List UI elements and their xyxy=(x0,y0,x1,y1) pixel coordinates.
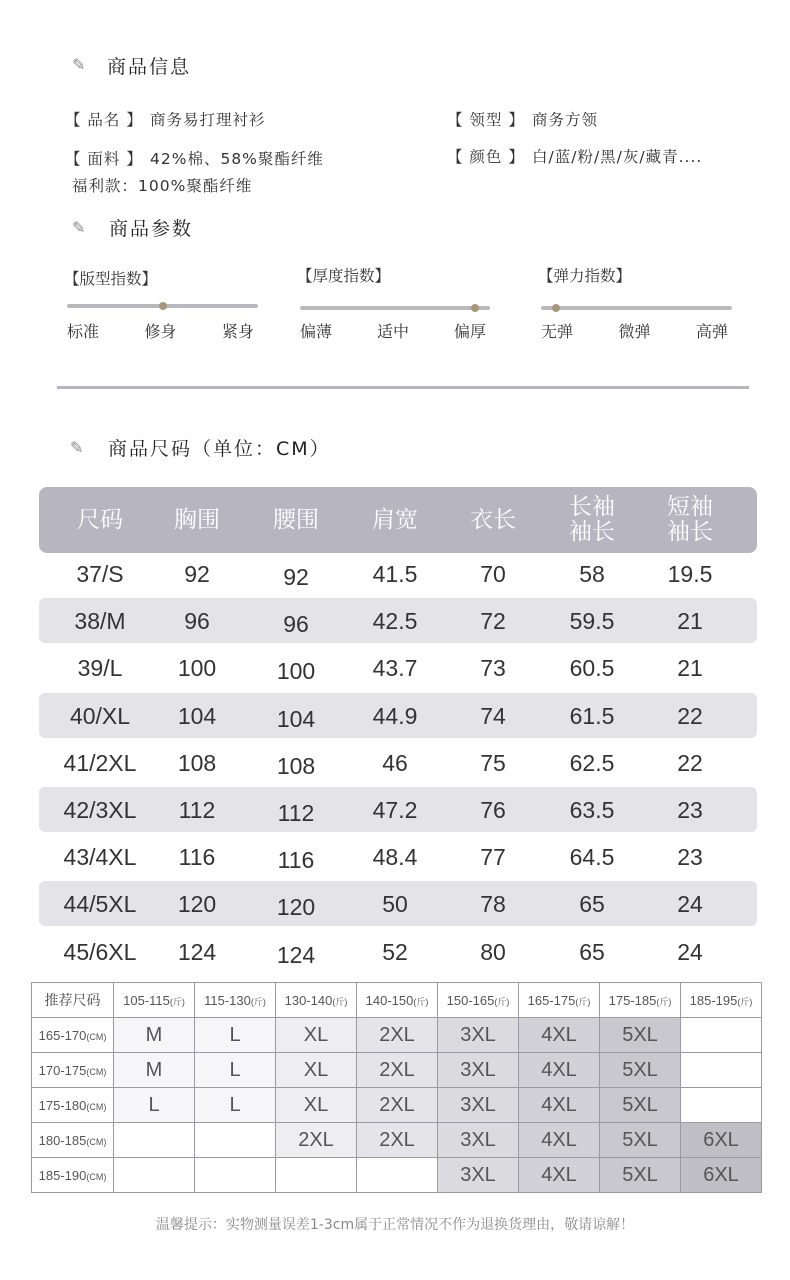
recommend-row xyxy=(32,1088,762,1123)
size-table-cell: 46 xyxy=(382,749,408,776)
size-table-cell: 120 xyxy=(276,894,316,921)
recommend-cell: 4XL xyxy=(519,1123,600,1158)
divider xyxy=(57,386,749,389)
recommend-cell: 3XL xyxy=(438,1158,519,1193)
recommend-cell: 5XL xyxy=(600,1158,681,1193)
recommend-header-row xyxy=(32,983,762,1018)
recommend-cell: 4XL xyxy=(519,1158,600,1193)
recommend-cell xyxy=(114,1123,195,1158)
fabric-label: 【 面料 】 xyxy=(65,150,143,168)
recommend-row xyxy=(32,1053,762,1088)
recommend-cell: 6XL xyxy=(681,1158,762,1193)
weight-range: 165-175 xyxy=(527,992,576,1008)
size-table-cell: 50 xyxy=(382,891,408,918)
section-title-size: 商品尺码（单位：CM） xyxy=(108,438,331,460)
pencil-icon: ✎ xyxy=(72,55,86,74)
footer-note: 温馨提示：实物测量误差1-3cm属于正常情况不作为退换货理由，敬请谅解！ xyxy=(155,1217,635,1233)
size-table-cell: 37/S xyxy=(76,561,124,587)
weight-unit: (斤) xyxy=(656,996,672,1007)
size-header-cell: 肩宽 xyxy=(372,506,418,533)
size-table-cell: 61.5 xyxy=(569,702,615,729)
slider-tick-label: 紧身 xyxy=(222,322,255,341)
size-table-cell: 92 xyxy=(283,564,309,590)
size-table-cell: 74 xyxy=(480,702,506,729)
size-table-cell: 104 xyxy=(276,705,316,732)
size-table-cell: 58 xyxy=(579,561,605,587)
size-table-cell: 24 xyxy=(677,938,703,965)
size-table-cell: 96 xyxy=(184,608,210,635)
corner-cell: 推荐尺码 xyxy=(32,983,114,1018)
size-table-cell: 112 xyxy=(178,797,216,823)
recommend-cell xyxy=(276,1158,357,1193)
size-header-cell: 长袖 袖长 xyxy=(569,494,615,545)
size-table-cell: 70 xyxy=(480,561,506,587)
height-range: 175-180 xyxy=(38,1097,87,1113)
index-slider xyxy=(67,304,258,308)
size-table-cell: 60.5 xyxy=(569,655,615,682)
recommend-cell: M xyxy=(114,1018,195,1053)
size-table-cell: 108 xyxy=(177,749,217,776)
size-table-cell: 75 xyxy=(480,749,506,776)
size-table-cell: 45/6XL xyxy=(63,938,137,965)
recommend-cell: 2XL xyxy=(357,1123,438,1158)
recommend-cell xyxy=(681,1088,762,1123)
weight-range: 140-150 xyxy=(365,992,414,1008)
height-unit: (CM) xyxy=(86,1066,107,1077)
size-table-cell: 65 xyxy=(579,938,605,965)
recommend-cell xyxy=(357,1158,438,1193)
slider-title: 【版型指数】 xyxy=(64,270,158,288)
weight-range: 130-140 xyxy=(284,992,333,1008)
size-table-cell: 59.5 xyxy=(569,608,615,635)
recommend-row xyxy=(32,1123,762,1158)
size-table-cell: 100 xyxy=(276,658,316,685)
size-table-cell: 38/M xyxy=(74,608,126,635)
size-table-cell: 124 xyxy=(177,938,217,965)
size-table-cell: 44/5XL xyxy=(63,891,137,918)
slider-tick-label: 偏厚 xyxy=(454,322,487,341)
size-header-cell: 短袖 袖长 xyxy=(667,494,713,545)
index-slider xyxy=(300,306,490,310)
size-header-cell: 腰围 xyxy=(273,506,319,533)
size-table-cell: 21 xyxy=(677,655,703,682)
recommend-cell: XL xyxy=(276,1018,357,1053)
collar-label: 【 领型 】 xyxy=(447,111,525,129)
size-table-cell: 112 xyxy=(277,800,315,826)
size-header-cell: 尺码 xyxy=(77,506,123,533)
recommend-cell xyxy=(195,1123,276,1158)
recommend-cell: 2XL xyxy=(357,1053,438,1088)
name-value: 商务易打理衬衫 xyxy=(150,111,266,129)
size-table-cell: 64.5 xyxy=(569,844,615,871)
size-table-cell: 24 xyxy=(677,891,703,918)
weight-range: 105-115 xyxy=(123,992,170,1008)
weight-range: 185-195 xyxy=(689,992,738,1008)
size-table-cell: 77 xyxy=(480,844,506,871)
size-table-cell: 65 xyxy=(579,891,605,918)
slider-title: 【弹力指数】 xyxy=(538,267,632,285)
recommend-cell: M xyxy=(114,1053,195,1088)
index-slider xyxy=(541,306,732,310)
size-table-cell: 19.5 xyxy=(667,561,713,587)
recommend-cell: 3XL xyxy=(438,1053,519,1088)
height-range: 185-190 xyxy=(38,1167,87,1183)
height-unit: (CM) xyxy=(86,1031,107,1042)
recommend-cell: 2XL xyxy=(357,1018,438,1053)
recommend-cell: 5XL xyxy=(600,1053,681,1088)
size-table-cell: 42.5 xyxy=(372,608,418,635)
recommend-cell: 4XL xyxy=(519,1053,600,1088)
slider-tick-label: 标准 xyxy=(67,322,100,341)
slider-tick-label: 修身 xyxy=(144,322,177,341)
recommend-cell: 2XL xyxy=(276,1123,357,1158)
size-header-cell: 胸围 xyxy=(174,506,220,533)
size-table-cell: 43/4XL xyxy=(63,844,137,871)
recommend-cell xyxy=(195,1158,276,1193)
recommend-cell: 5XL xyxy=(600,1088,681,1123)
height-unit: (CM) xyxy=(86,1101,107,1112)
recommend-cell: 2XL xyxy=(357,1088,438,1123)
height-range: 170-175 xyxy=(38,1062,87,1078)
size-table-cell: 76 xyxy=(480,797,506,823)
size-table-cell: 21 xyxy=(677,608,703,635)
size-header-cell: 衣长 xyxy=(470,506,516,533)
size-table-cell: 78 xyxy=(480,891,506,918)
slider-knob xyxy=(471,304,479,312)
size-table-cell: 80 xyxy=(480,938,506,965)
weight-unit: (斤) xyxy=(575,996,591,1007)
collar-value: 商务方领 xyxy=(532,111,599,129)
color-label: 【 颜色 】 xyxy=(447,148,525,166)
slider-knob xyxy=(159,302,167,310)
size-table-cell: 100 xyxy=(177,655,217,682)
size-table-cell: 73 xyxy=(480,655,506,682)
size-table-cell: 96 xyxy=(283,611,309,638)
size-table-cell: 43.7 xyxy=(372,655,418,682)
weight-unit: (斤) xyxy=(413,996,429,1007)
recommend-cell: 4XL xyxy=(519,1088,600,1123)
recommend-cell: XL xyxy=(276,1088,357,1123)
recommend-cell: 5XL xyxy=(600,1018,681,1053)
size-table-cell: 52 xyxy=(382,938,408,965)
weight-unit: (斤) xyxy=(332,996,348,1007)
weight-range: 175-185 xyxy=(608,992,657,1008)
slider-tick-label: 适中 xyxy=(377,322,410,341)
slider-tick-label: 微弹 xyxy=(618,322,651,341)
pencil-icon: ✎ xyxy=(70,438,84,457)
recommend-cell: 6XL xyxy=(681,1123,762,1158)
color-value: 白/蓝/粉/黑/灰/藏青.... xyxy=(532,148,703,166)
weight-range: 115-130 xyxy=(204,992,251,1008)
size-table-cell: 116 xyxy=(178,844,216,871)
recommend-cell: L xyxy=(114,1088,195,1123)
size-table-cell: 41/2XL xyxy=(63,749,137,776)
size-table-cell: 47.2 xyxy=(372,797,418,823)
size-table-cell: 22 xyxy=(677,702,703,729)
section-title-params: 商品参数 xyxy=(109,218,194,240)
height-range: 180-185 xyxy=(38,1132,87,1148)
recommend-row xyxy=(32,1018,762,1053)
weight-unit: (斤) xyxy=(169,996,185,1007)
size-table-cell: 42/3XL xyxy=(63,797,137,823)
slider-tick-label: 偏薄 xyxy=(300,322,333,341)
section-title-info: 商品信息 xyxy=(107,56,192,78)
weight-unit: (斤) xyxy=(250,996,266,1007)
size-table-cell: 92 xyxy=(184,561,210,587)
height-range: 165-170 xyxy=(38,1027,87,1043)
recommend-cell xyxy=(681,1053,762,1088)
size-table-cell: 48.4 xyxy=(372,844,418,871)
pencil-icon: ✎ xyxy=(72,218,86,237)
size-table-cell: 116 xyxy=(277,847,315,874)
slider-knob xyxy=(552,304,560,312)
recommend-cell xyxy=(681,1018,762,1053)
size-table-cell: 72 xyxy=(480,608,506,635)
weight-unit: (斤) xyxy=(494,996,510,1007)
recommend-cell: L xyxy=(195,1053,276,1088)
size-table-cell: 108 xyxy=(276,752,316,779)
size-table-cell: 44.9 xyxy=(372,702,418,729)
weight-unit: (斤) xyxy=(737,996,753,1007)
recommend-cell: 3XL xyxy=(438,1018,519,1053)
size-table-cell: 23 xyxy=(677,797,703,823)
recommend-size-table xyxy=(31,982,762,1193)
size-table-cell: 63.5 xyxy=(569,797,615,823)
name-label: 【 品名 】 xyxy=(65,111,143,129)
recommend-cell: 5XL xyxy=(600,1123,681,1158)
recommend-row xyxy=(32,1158,762,1193)
recommend-cell: L xyxy=(195,1088,276,1123)
size-table-cell: 62.5 xyxy=(569,749,615,776)
slider-tick-label: 无弹 xyxy=(541,322,574,341)
recommend-cell: 4XL xyxy=(519,1018,600,1053)
recommend-cell xyxy=(114,1158,195,1193)
size-table-cell: 23 xyxy=(677,844,703,871)
slider-tick-label: 高弹 xyxy=(696,322,729,341)
height-unit: (CM) xyxy=(86,1136,107,1147)
size-table-cell: 41.5 xyxy=(372,561,418,587)
size-table-cell: 39/L xyxy=(77,655,123,682)
welfare-text: 福利款：100%聚酯纤维 xyxy=(72,177,253,195)
weight-range: 150-165 xyxy=(446,992,495,1008)
recommend-cell: XL xyxy=(276,1053,357,1088)
size-table-cell: 104 xyxy=(177,702,217,729)
size-table-cell: 120 xyxy=(177,891,217,918)
recommend-cell: 3XL xyxy=(438,1123,519,1158)
height-unit: (CM) xyxy=(86,1171,107,1182)
recommend-cell: 3XL xyxy=(438,1088,519,1123)
size-table-cell: 40/XL xyxy=(69,702,131,729)
slider-title: 【厚度指数】 xyxy=(297,267,391,285)
size-table-cell: 124 xyxy=(276,941,316,968)
size-table-cell: 22 xyxy=(677,749,703,776)
recommend-cell: L xyxy=(195,1018,276,1053)
fabric-value: 42%棉、58%聚酯纤维 xyxy=(150,150,324,168)
